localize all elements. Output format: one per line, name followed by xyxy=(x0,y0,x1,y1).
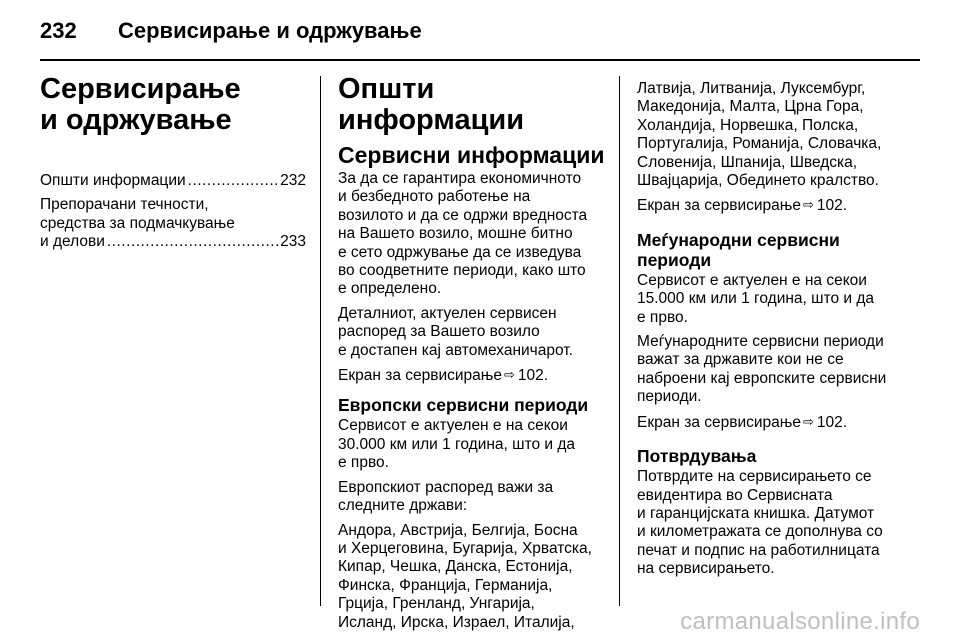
text-line: Македонија, Малта, Црна Гора, xyxy=(637,98,864,116)
cross-reference-text: Екран за сервисирање xyxy=(637,197,802,215)
text-line: Исланд, Ирска, Израел, Италија, xyxy=(338,613,575,631)
text-line: е достапен кај автомеханичарот. xyxy=(338,341,573,359)
text-line: За да се гарантира економичното xyxy=(338,170,582,187)
paragraph xyxy=(637,468,927,578)
text-line: Кипар, Чешка, Данска, Естонија, xyxy=(338,558,573,576)
header-title: Сервисирање и одржување xyxy=(118,18,422,43)
text-line: Деталниот, актуелен сервисен xyxy=(338,304,557,322)
section-heading: Потврдувања xyxy=(637,446,757,467)
cross-reference-page: 102. xyxy=(816,197,848,215)
reference-arrow-icon: ⇨ xyxy=(803,197,814,213)
section-heading xyxy=(637,230,927,270)
page-number: 232 xyxy=(40,18,77,43)
paragraph xyxy=(338,479,608,516)
text-line: Латвија, Литванија, Луксембург, xyxy=(637,80,866,97)
toc-entry-page: 233 xyxy=(280,233,306,251)
section-heading-line: Меѓународни сервисни xyxy=(637,229,840,250)
toc-row xyxy=(40,233,306,251)
toc-entry[interactable] xyxy=(40,172,306,190)
paragraph xyxy=(338,522,608,632)
text-line: Потврдите на сервисирањето се xyxy=(637,468,872,486)
text-line: Словенија, Шпанија, Шведска, xyxy=(637,153,858,171)
text-line: Финска, Франција, Германија, xyxy=(338,576,553,594)
text-line: во соодветните периоди, како што xyxy=(338,262,586,280)
text-line: периоди. xyxy=(637,388,702,406)
cross-reference-text: Екран за сервисирање xyxy=(338,367,503,385)
reference-arrow-icon: ⇨ xyxy=(504,367,515,383)
column-2 xyxy=(338,70,608,632)
toc-row xyxy=(40,172,306,190)
paragraph xyxy=(338,170,608,299)
column-divider-2 xyxy=(619,76,620,606)
paragraph xyxy=(637,272,927,327)
text-line: и Херцеговина, Бугарија, Хрватска, xyxy=(338,539,592,557)
cross-reference[interactable] xyxy=(637,196,927,215)
column-divider-1 xyxy=(320,76,321,606)
text-line: печат и подпис на работилницата xyxy=(637,541,880,559)
chapter-title-line-1: Сервисирање xyxy=(40,73,241,105)
text-line: Швајцарија, Обединето кралство. xyxy=(637,172,879,190)
toc-entry-label: и делови xyxy=(40,233,105,251)
toc-leader xyxy=(107,233,278,251)
toc-entry-label: средства за подмачкување xyxy=(40,214,235,232)
reference-arrow-icon: ⇨ xyxy=(803,413,814,429)
text-line: евидентира во Сервисната xyxy=(637,486,833,504)
cross-reference-page: 102. xyxy=(816,413,848,431)
text-line: и километражата се дополнува со xyxy=(637,523,883,541)
chapter-title-line-2: и одржување xyxy=(40,104,232,136)
text-line: следните држави: xyxy=(338,497,468,515)
text-line: е определено. xyxy=(338,280,442,298)
text-line: важат за државите кои не се xyxy=(637,351,844,369)
text-line: е сето одржување да се изведува xyxy=(338,243,582,261)
text-line: наброени кај европските сервисни xyxy=(637,369,887,387)
toc-entry[interactable] xyxy=(40,196,306,251)
page-header xyxy=(40,14,920,60)
cross-reference-page: 102. xyxy=(517,367,549,385)
cross-reference-text: Екран за сервисирање xyxy=(637,413,802,431)
chapter-title xyxy=(40,74,306,136)
text-line: на Вашето возило, мошне битно xyxy=(338,225,573,243)
header-rule xyxy=(40,59,920,61)
cross-reference[interactable] xyxy=(637,413,927,432)
text-line: 30.000 км или 1 година, што и да xyxy=(338,435,576,453)
toc-entry-page: 232 xyxy=(280,172,306,189)
text-line: е прво. xyxy=(338,454,389,472)
text-line: Португалија, Романија, Словачка, xyxy=(637,135,882,153)
subsection-title: Сервисни информации xyxy=(338,142,605,168)
text-line: 15.000 км или 1 година, што и да xyxy=(637,290,875,308)
paragraph xyxy=(338,417,608,472)
text-line: Андора, Австрија, Белгија, Босна xyxy=(338,521,578,539)
toc-leader xyxy=(188,172,278,190)
cross-reference[interactable] xyxy=(338,366,608,385)
paragraph xyxy=(338,305,608,360)
column-3 xyxy=(637,80,927,579)
text-line: и гаранцијската книшка. Датумот xyxy=(637,504,875,522)
section-title: Општи информации xyxy=(338,73,525,136)
section-heading-line: периоди xyxy=(637,249,712,270)
table-of-contents xyxy=(40,172,306,252)
text-line: Холандија, Норвешка, Полска, xyxy=(637,116,859,134)
toc-entry-label: Препорачани течности, xyxy=(40,196,209,214)
text-line: на сервисирањето. xyxy=(637,560,775,578)
section-heading: Европски сервисни периоди xyxy=(338,395,589,416)
text-line: Сервисот е актуелен е на секои xyxy=(338,417,568,435)
paragraph xyxy=(637,80,927,190)
column-1 xyxy=(40,70,306,258)
text-line: возилото и да се одржи вредноста xyxy=(338,206,588,224)
text-line: Меѓународните сервисни периоди xyxy=(637,333,884,351)
paragraph xyxy=(637,333,927,407)
watermark: carmanualsonline.info xyxy=(680,608,920,635)
text-line: Европскиот распоред важи за xyxy=(338,478,554,496)
text-line: и безбедното работење на xyxy=(338,188,531,206)
text-line: Грција, Гренланд, Унгарија, xyxy=(338,595,535,613)
text-line: Сервисот е актуелен е на секои xyxy=(637,271,867,289)
text-line: распоред за Вашето возило xyxy=(338,323,540,341)
toc-entry-label: Општи информации xyxy=(40,172,186,189)
text-line: е прво. xyxy=(637,308,688,326)
